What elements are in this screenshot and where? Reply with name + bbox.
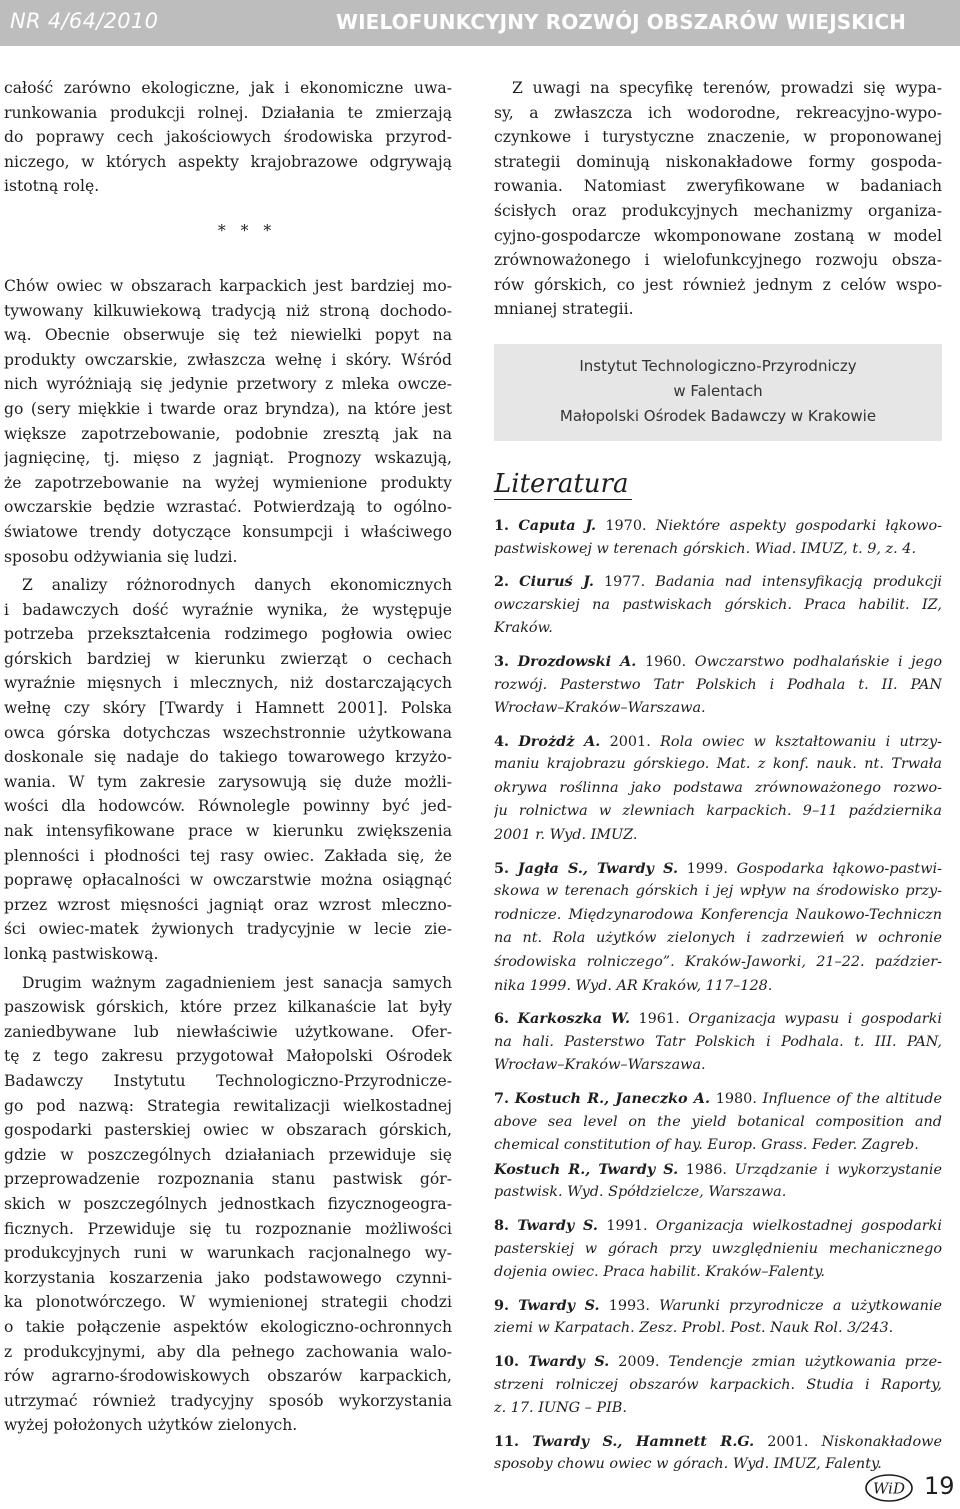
text-line: sy, a zwłaszcza ich wodorodne, rekreacyjno-wypo- (494, 103, 942, 122)
left-column (4, 76, 452, 1438)
reference-line (494, 951, 942, 975)
text-line: runkowania produkcji rolnej. Działania te zmierzają (4, 103, 452, 122)
reference-text: Niskonakładowe (821, 1433, 942, 1450)
text-line: plenności i płodności tej rasy owiec. Zakłada się, że (4, 846, 452, 865)
reference-year: 1986. (685, 1161, 727, 1178)
text-line: górskich bardziej w kierunku zwierząt o cechach (4, 649, 452, 668)
text-line: istotną rolę. (4, 177, 100, 196)
reference-number: 3. (494, 652, 510, 670)
text-line: rów agrarno-środowiskowych obszarów karpackich, (4, 1367, 452, 1386)
reference-line (494, 904, 942, 928)
institution-line: Instytut Technologiczno-Przyrodniczy (579, 356, 857, 375)
reference-author: Caputa J. (518, 516, 597, 534)
text-line: Z uwagi na specyfikę terenów, prowadzi się wypa- (512, 79, 942, 97)
text-line: go (sery miękkie i twarde oraz bryndza), na które jest (4, 399, 452, 418)
text-line: produkcyjnych runi w warunkach racjonalnego wy- (4, 1244, 452, 1263)
reference-text: Organizacja wypasu i gospodarki (688, 1011, 942, 1028)
reference-text: chemical constitution of hay. Europ. Grass. Feder. Zagreb. (494, 1137, 919, 1154)
text-line: czynkowe i turystyczne znaczenie, w proponowanej (494, 128, 942, 147)
wid-logo-text: WiD (873, 1479, 905, 1498)
reference-number: 7. (494, 1090, 510, 1107)
reference-text: strzeni rolniczej obszarów karpackich. Studia i Raporty, (494, 1376, 942, 1393)
text-line: i badawczych dość wyraźnie wynika, że występuje (4, 600, 452, 619)
reference-item (494, 1430, 942, 1477)
reference-line (494, 674, 942, 698)
reference-year: 1960. (644, 653, 687, 670)
text-line: sposobu odżywiania się ludzi. (4, 547, 238, 566)
text-line: ka plonotwórczego. W wymienionej strategii chodzi (4, 1293, 452, 1312)
text-line: jagnięcinę, tj. mięso z jagniąt. Prognozy wskazują, (4, 449, 452, 468)
reference-author: Drozdowski A. (517, 652, 637, 670)
text-line: lonką pastwiskową. (4, 945, 159, 963)
text-line: że zapotrzebowanie na wyżej wymienione produkty (4, 473, 452, 492)
reference-line (494, 1134, 942, 1158)
reference-year: 1993. (608, 1297, 650, 1314)
reference-line (494, 1181, 942, 1205)
text-line: zaniedbywane lub niewłaściwie użytkowane. Ofer- (4, 1022, 452, 1041)
reference-year: 2001. (609, 733, 651, 750)
reference-text: środowiska rolniczego”. Kraków-Jaworki, 21–22. paździer- (494, 954, 942, 971)
reference-year: 1961. (638, 1011, 680, 1028)
text-line: skich w poszczególnych jednostkach fizycznogeogra- (4, 1194, 452, 1213)
reference-item (494, 730, 942, 848)
reference-text: z. 17. IUNG – PIB. (494, 1400, 627, 1417)
text-line: ści owiec-matek żywionych tradycyjnie w lecie zie- (4, 920, 452, 939)
reference-line (494, 570, 942, 594)
reference-line (494, 514, 942, 538)
text-line: rów górskich, co jest również jednym z celów wspo- (494, 275, 942, 294)
text-line: owczarskie będzie wzrastać. Potwierdzają to ogólno- (4, 498, 452, 517)
text-line: korzystania koszarzenia jako podstawowego czynni- (4, 1268, 452, 1287)
reference-number: 4. (494, 732, 510, 750)
reference-text: Niektóre aspekty gospodarki łąkowo- (655, 517, 942, 534)
reference-text: Warunki przyrodnicze a użytkowanie (659, 1297, 942, 1314)
reference-line (494, 1054, 942, 1078)
reference-year: 2009. (618, 1353, 660, 1370)
reference-line (494, 975, 942, 999)
page-header (0, 0, 960, 46)
reference-item (494, 1350, 942, 1421)
text-line: nich wyróżniają się jedynie przetwory z mleka owcze- (4, 375, 452, 394)
journal-title: WIELOFUNKCYJNY ROZWÓJ OBSZARÓW WIEJSKICH (335, 10, 906, 34)
reference-line (494, 594, 942, 618)
reference-author: Twardy S., Hamnett R.G. (532, 1432, 755, 1450)
reference-year: 1991. (606, 1217, 648, 1234)
text-line: większe zapotrzebowanie, podobnie zresztą jak na (4, 424, 452, 443)
reference-item (494, 514, 942, 561)
reference-text: Owczarstwo podhalańskie i jego (694, 653, 942, 670)
text-line: Badawczy Instytutu Technologiczno-Przyrodnicze- (4, 1071, 452, 1090)
text-line: produkty owczarskie, zwłaszcza wełnę i skóry. Wśród (4, 350, 452, 369)
text-line: Chów owiec w obszarach karpackich jest bardziej mo- (4, 276, 452, 295)
reference-text: maniu krajobrazu górskiego. Mat. z konf. nauk. nt. Trwała (494, 756, 942, 773)
reference-number: 2. (494, 573, 510, 591)
text-line: przeprowadzenie rozpoznania stanu pastwisk gór- (4, 1170, 452, 1189)
text-line: niczego, w których aspekty krajobrazowe odgrywają (4, 152, 452, 171)
text-line: rowania. Natomiast zweryfikowane w badaniach (494, 177, 942, 196)
text-line: gospodarki pasterskiej owiec w obszarach górskich, (4, 1121, 452, 1140)
reference-line (494, 857, 942, 881)
text-line: całość zarówno ekologiczne, jak i ekonomiczne uwa- (4, 79, 452, 97)
reference-item (494, 1007, 942, 1078)
reference-line (494, 1397, 942, 1421)
section-separator: * * * (217, 221, 277, 240)
reference-line (494, 1374, 942, 1398)
reference-year: 1999. (686, 860, 728, 877)
text-line: Drugim ważnym zagadnieniem jest sanacja samych (22, 973, 452, 992)
reference-item (494, 570, 942, 641)
text-line: światowe trendy dotyczące konsumpcji i właściwego (4, 522, 452, 541)
reference-line (494, 1430, 942, 1454)
reference-text: Influence of the altitude (762, 1091, 942, 1107)
reference-text: owczarskiej na pastwiskach górskich. Praca habilit. IZ, (494, 596, 942, 613)
text-line: wania. W tym zakresie zarysowują się duże możli- (4, 772, 452, 791)
reference-line (494, 800, 942, 824)
reference-text: Badania nad intensyfikacją produkcji (655, 574, 942, 591)
text-line: zrównoważonego i wielofunkcyjnego rozwoju obsza- (494, 251, 942, 270)
text-line: go pod nazwą: Strategia rewitalizacji wielkostadnej (4, 1096, 452, 1115)
institution-box (494, 344, 942, 441)
reference-text: okrywa roślinna jako podstawa zrównoważonego rozwo- (494, 779, 942, 796)
reference-line (494, 650, 942, 674)
reference-line (494, 697, 942, 721)
reference-author: Ciuruś J. (519, 573, 594, 591)
reference-item (494, 1087, 942, 1205)
reference-author: Kostuch R., Twardy S. (494, 1160, 679, 1178)
reference-line (494, 1214, 942, 1238)
reference-text: dojenia owiec. Praca habilit. Kraków–Falenty. (494, 1264, 825, 1281)
text-line: doskonale się nadaje do takiego towarowego krzyżo- (4, 748, 452, 767)
reference-line (494, 1350, 942, 1374)
text-line: strategii dominują niskonakładowe formy gospoda- (494, 152, 942, 171)
reference-text: na nt. Rola użytków zielonych i zadrzewień w ochronie (494, 930, 942, 947)
reference-year: 1970. (605, 517, 647, 534)
text-line: o takie połączenie aspektów ekologiczno-ochronnych (4, 1317, 452, 1336)
reference-author: Jagła S., Twardy S. (517, 859, 678, 877)
reference-text: Wrocław–Kraków–Warszawa. (494, 1057, 706, 1074)
right-column (494, 76, 942, 1486)
reference-author: Twardy S. (518, 1296, 600, 1314)
text-line: Z analizy różnorodnych danych ekonomicznych (22, 576, 452, 595)
reference-text: pasterskiej w górach przy uwzględnieniu mechanicznego (494, 1240, 942, 1257)
reference-number: 6. (494, 1010, 510, 1028)
reference-number: 10. (494, 1352, 520, 1370)
reference-author: Twardy S. (528, 1352, 610, 1370)
reference-author: Twardy S. (517, 1216, 598, 1234)
reference-number: 8. (494, 1216, 510, 1234)
text-line: cyjno-gospodarcze wkomponowane zostaną w model (494, 226, 942, 245)
reference-year: 2001. (767, 1433, 809, 1450)
reference-text: skowa w terenach górskich i jej wpływ na środowisko przy- (494, 883, 942, 900)
reference-text: Rola owiec w kształtowaniu i utrzy- (660, 733, 942, 750)
reference-year: 1980. (715, 1091, 757, 1107)
reference-text: Kraków. (494, 620, 553, 637)
reference-line (494, 1317, 942, 1341)
text-line: gdzie w poszczególnych działaniach przewiduje się (4, 1145, 452, 1164)
reference-text: Gospodarka łąkowo-pastwi- (736, 860, 942, 877)
text-line: wełnę czy skóry [Twardy i Hamnett 2001]. Polska (4, 699, 452, 718)
reference-year: 1977. (603, 574, 646, 591)
page-number: 19 (924, 1472, 955, 1500)
reference-number: 1. (494, 516, 510, 534)
reference-line (494, 1294, 942, 1318)
reference-line (494, 1111, 942, 1135)
text-line: z produkcyjnymi, aby dla pełnego zachowania walo- (4, 1342, 452, 1361)
reference-line (494, 538, 942, 562)
reference-text: na hali. Pasterstwo Tatr Polskich i Podhala. t. III. PAN, (494, 1033, 942, 1050)
reference-text: pastwiskowej w terenach górskich. Wiad. IMUZ, t. 9, z. 4. (494, 540, 917, 557)
reference-text: rozwój. Pasterstwo Tatr Polskich i Podhala t. II. PAN (494, 676, 942, 693)
wid-logo (864, 1473, 914, 1503)
text-line: wyżej położonych użytków zielonych. (4, 1416, 298, 1435)
text-line: wości dla hodowców. Równolegle powinny być jed- (4, 797, 452, 816)
reference-text: Urządzanie i wykorzystanie (734, 1161, 942, 1178)
institution-line: Małopolski Ośrodek Badawczy w Krakowie (559, 406, 877, 425)
institution-line: w Falentach (673, 381, 763, 400)
reference-line (494, 1261, 942, 1285)
literature-heading: Literatura (494, 469, 632, 500)
text-line: wyraźnie mięsnych i mlecznych, niż dostarczających (4, 674, 452, 693)
reference-item (494, 857, 942, 999)
reference-text: rodnicze. Międzynarodowa Konferencja Naukowo-Techniczn (494, 906, 942, 923)
reference-line (494, 1087, 942, 1111)
reference-text: ju rolnictwa w zlewniach karpackich. 9–11 października (494, 803, 942, 820)
reference-item (494, 1294, 942, 1341)
text-line: ficznych. Przewiduje się tu rozpoznanie możliwości (4, 1219, 452, 1238)
reference-text: Tendencje zmian użytkowania prze- (668, 1353, 942, 1370)
text-line: utrzymać również tradycyjny sposób wykorzystania (4, 1391, 452, 1410)
text-line: nak intensyfikowane prace w kierunku zwiększenia (4, 822, 452, 841)
text-line: poprawę opłacalności w owczarstwie można osiągnąć (4, 871, 452, 890)
reference-author: Karkoszka W. (517, 1010, 630, 1028)
reference-line (494, 1238, 942, 1262)
text-line: ścisłych oraz produkcyjnych mechanizmy organiza- (494, 201, 942, 220)
text-line: tę z tego zakresu przygotował Małopolski Ośrodek (4, 1047, 452, 1066)
reference-text: sposoby chowu owiec w górach. Wyd. IMUZ, Falenty. (494, 1456, 882, 1473)
text-line: do poprawy cech jakościowych środowiska przyrod- (4, 128, 452, 147)
reference-text: above sea level on the yield botanical composition and (494, 1113, 942, 1130)
text-line: mnianej strategii. (494, 300, 634, 319)
reference-line (494, 617, 942, 641)
reference-text: ziemi w Karpatach. Zesz. Probl. Post. Nauk Rol. 3/243. (494, 1320, 894, 1337)
reference-line (494, 777, 942, 801)
reference-text: nika 1999. Wyd. AR Kraków, 117–128. (494, 977, 773, 994)
reference-line (494, 880, 942, 904)
reference-line (494, 1007, 942, 1031)
text-line: wą. Obecnie obserwuje się też niewielki popyt na (4, 326, 452, 345)
reference-text: 2001 r. Wyd. IMUZ. (494, 827, 638, 844)
reference-author: Kostuch R., Janeczko A. (514, 1090, 710, 1107)
text-line: owca górska dotychczas wszechstronnie użytkowana (4, 723, 452, 742)
reference-text: pastwisk. Wyd. Spółdzielcze, Warszawa. (494, 1184, 787, 1201)
text-line: tywowany kilkuwiekową tradycją niż stroną dochodo- (4, 301, 452, 320)
reference-line (494, 1158, 942, 1182)
reference-item (494, 1214, 942, 1285)
reference-number: 11. (494, 1432, 520, 1450)
reference-line (494, 730, 942, 754)
reference-text: Organizacja wielkostadnej gospodarki (655, 1217, 942, 1234)
reference-text: Wrocław–Kraków–Warszawa. (494, 700, 706, 717)
reference-line (494, 927, 942, 951)
issue-number: NR 4/64/2010 (10, 9, 159, 33)
reference-line (494, 753, 942, 777)
text-line: przez wzrost mięsności jagniąt oraz wzrost mleczno- (4, 895, 452, 914)
reference-author: Drożdż A. (518, 732, 601, 750)
reference-number: 5. (494, 859, 510, 877)
text-line: potrzeba przekształcenia rodzimego pogłowia owiec (4, 625, 452, 644)
text-line: paszowisk górskich, które przez kilkanaście lat były (4, 998, 452, 1017)
reference-line (494, 1031, 942, 1055)
reference-line (494, 824, 942, 848)
reference-number: 9. (494, 1296, 510, 1314)
reference-item (494, 650, 942, 721)
